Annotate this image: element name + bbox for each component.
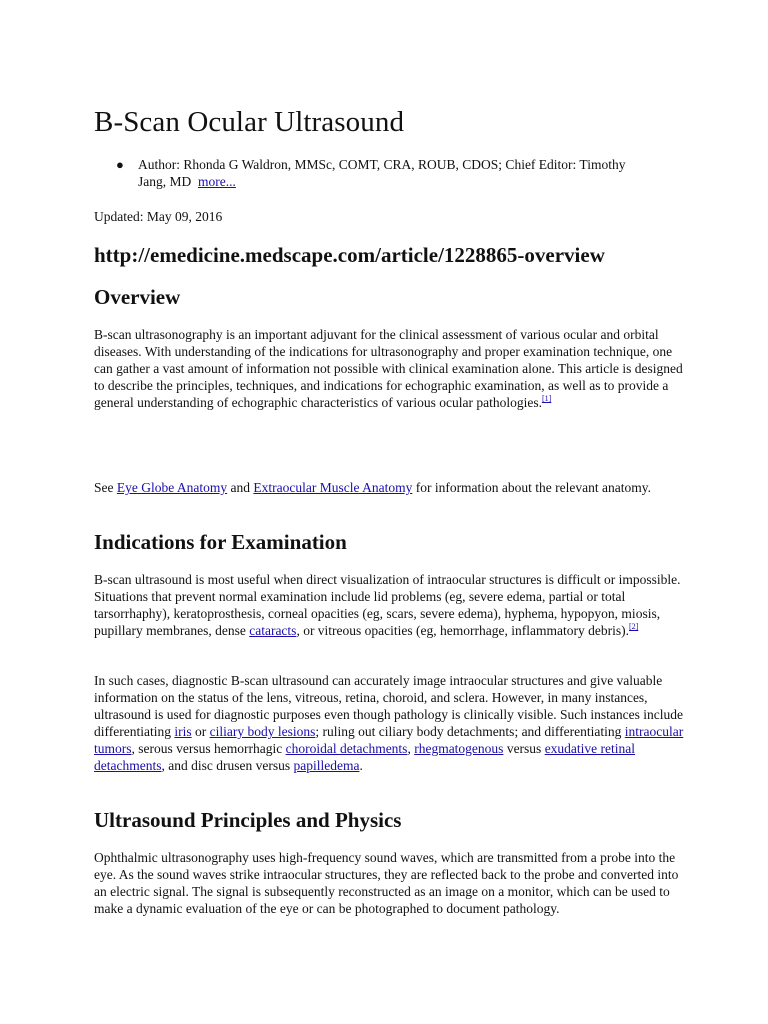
- papilledema-link[interactable]: papilledema: [293, 758, 360, 773]
- see-also-paragraph: [94, 479, 684, 496]
- indications-text-2: In such cases, diagnostic B-scan ultrasound can accurately image intraocular structures and give valuable information on the status of the lens, vitreous, retina, choroid, and sclera. However, in many instances, ultrasound is used for diagnostic purposes even though pathology is clinically visible. Such instances include differentiating: [94, 673, 684, 739]
- text-disc-drusen: , and disc drusen versus: [161, 758, 294, 773]
- author-more-link[interactable]: more...: [198, 174, 236, 189]
- updated-date: Updated: May 09, 2016: [94, 209, 223, 224]
- see-and: and: [227, 480, 254, 495]
- text-serous: , serous versus hemorrhagic: [131, 741, 286, 756]
- text-or: or: [191, 724, 210, 739]
- see-suffix: for information about the relevant anatomy.: [412, 480, 651, 495]
- principles-paragraph: Ophthalmic ultrasonography uses high-frequency sound waves, which are transmitted from a probe into the eye. As the sound waves strike intraocular structures, they are reflected back to the probe and converted into an electric signal. The signal is subsequently reconstructed as an image on a monitor, which can be used to make a dynamic evaluation of the eye or can be photographed to document pathology.: [94, 850, 679, 916]
- ciliary-body-lesions-link[interactable]: ciliary body lesions: [209, 724, 316, 739]
- cataracts-link[interactable]: cataracts: [249, 623, 297, 638]
- source-url: http://emedicine.medscape.com/article/1228865-overview: [94, 243, 605, 267]
- text-versus: versus: [503, 741, 545, 756]
- extraocular-muscle-anatomy-link[interactable]: Extraocular Muscle Anatomy: [253, 480, 413, 495]
- text-comma: ,: [407, 741, 415, 756]
- intraocular-tumors-link[interactable]: intraocular tumors: [94, 724, 684, 756]
- indications-paragraph-2: [94, 672, 684, 774]
- author-list: [94, 156, 654, 190]
- eye-globe-anatomy-link[interactable]: Eye Globe Anatomy: [116, 480, 228, 495]
- bullet-icon: ●: [116, 157, 124, 172]
- exudative-retinal-detachments-link[interactable]: exudative retinal detachments: [94, 741, 636, 773]
- overview-heading: Overview: [94, 285, 181, 309]
- indications-heading: Indications for Examination: [94, 530, 347, 554]
- overview-text: B-scan ultrasonography is an important adjuvant for the clinical assessment of various ocular and orbital diseases. With understanding of the indications for ultrasonography and proper examination technique, one can gather a vast amount of information not possible with clinical examination alone. This article is designed to describe the principles, techniques, and indications for echographic examination, as well as to provide a general understanding of echographic characteristics of various ocular pathologies.: [94, 327, 683, 410]
- article-title: B-Scan Ocular Ultrasound: [94, 106, 405, 138]
- choroidal-detachments-link[interactable]: choroidal detachments: [285, 741, 408, 756]
- rhegmatogenous-link[interactable]: rhegmatogenous: [414, 741, 504, 756]
- indications-text-1-end: , or vitreous opacities (eg, hemorrhage, inflammatory debris).: [296, 623, 629, 638]
- reference-link-1[interactable]: [1]: [541, 394, 552, 403]
- author-item: [94, 156, 654, 190]
- text-period: .: [359, 758, 363, 773]
- iris-link[interactable]: iris: [174, 724, 192, 739]
- author-text: Author: Rhonda G Waldron, MMSc, COMT, CRA, ROUB, CDOS; Chief Editor: Timothy Jang, MD: [138, 157, 626, 189]
- indications-paragraph-1: [94, 571, 684, 639]
- overview-paragraph: [94, 326, 684, 411]
- see-prefix: See: [94, 480, 117, 495]
- principles-heading: Ultrasound Principles and Physics: [94, 808, 402, 832]
- text-ruling-out: ; ruling out ciliary body detachments; and differentiating: [315, 724, 625, 739]
- indications-text-1: B-scan ultrasound is most useful when direct visualization of intraocular structures is difficult or impossible. Situations that prevent normal examination include lid problems (eg, severe edema, partial or total tarsorrhaphy), keratoprosthesis, corneal opacities (eg, scars, severe edema), hyphema, hypopyon, miosis, pupillary membranes, dense: [94, 572, 681, 638]
- reference-link-2[interactable]: [2]: [628, 622, 639, 631]
